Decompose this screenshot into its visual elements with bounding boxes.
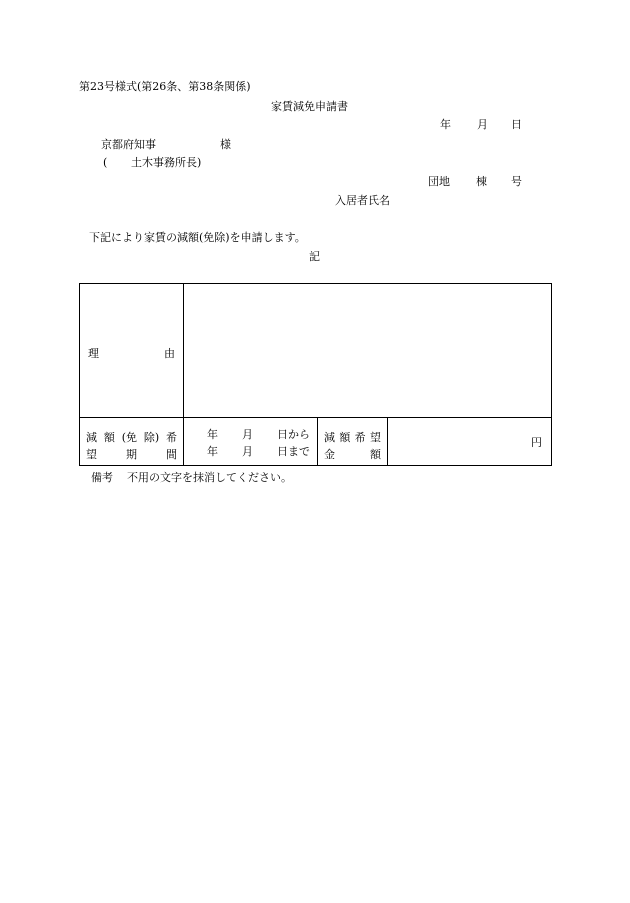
ki-heading: 記 <box>309 250 320 263</box>
reduction-period-label-line1 <box>86 429 177 445</box>
period-from-day: 日から <box>277 428 310 441</box>
document-title: 家賃減免申請書 <box>271 100 348 113</box>
table-border-left <box>79 283 80 466</box>
date-day-label: 日 <box>511 118 522 131</box>
period-label-char: 希 <box>165 431 177 444</box>
reason-field[interactable] <box>184 284 551 417</box>
amount-label-char: 望 <box>369 431 381 444</box>
reason-label <box>88 345 175 361</box>
form-number: 第23号様式(第26条、第38条関係) <box>79 80 251 93</box>
period-label-char: 除) <box>143 431 160 444</box>
amount-label-char: 金 <box>324 448 335 461</box>
period-field[interactable] <box>184 418 317 465</box>
amount-label-line1 <box>324 429 381 445</box>
reduction-period-label-line2 <box>86 446 177 462</box>
period-from-month: 月 <box>242 428 253 441</box>
amount-unit: 円 <box>531 436 542 449</box>
remarks-label: 備考 <box>91 471 113 484</box>
amount-label-char: 希 <box>354 431 366 444</box>
table-border-right <box>551 283 552 466</box>
period-from-year: 年 <box>207 428 218 441</box>
addressee-governor: 京都府知事 <box>101 138 156 151</box>
period-to-year: 年 <box>207 445 218 458</box>
period-label-char: 望 <box>86 448 97 461</box>
application-statement: 下記により家賃の減額(免除)を申請します。 <box>89 231 306 244</box>
amount-label-line2 <box>324 446 381 462</box>
applicant-danchi-label: 団地 <box>428 175 450 188</box>
addressee-honorific: 様 <box>220 138 231 151</box>
amount-field[interactable] <box>388 418 551 465</box>
application-table <box>79 283 552 466</box>
amount-label-char: 額 <box>370 448 381 461</box>
period-label-char: (免 <box>121 431 137 444</box>
period-label-char: 減 <box>86 431 97 444</box>
applicant-gou-label: 号 <box>511 175 522 188</box>
period-to-month: 月 <box>242 445 253 458</box>
period-label-char: 間 <box>166 448 177 461</box>
remarks-text: 不用の文字を抹消してください。 <box>127 471 292 484</box>
applicant-name-label: 入居者氏名 <box>335 194 390 207</box>
date-month-label: 月 <box>477 118 488 131</box>
amount-label-char: 額 <box>339 431 351 444</box>
period-label-char: 期 <box>126 448 137 461</box>
reason-label-char: 由 <box>164 347 175 360</box>
period-label-char: 額 <box>103 431 115 444</box>
applicant-tou-label: 棟 <box>476 175 487 188</box>
addressee-paren-open: ( <box>103 156 108 169</box>
period-to-day: 日まで <box>277 445 310 458</box>
date-year-label: 年 <box>440 118 451 131</box>
amount-label-char: 減 <box>324 431 335 444</box>
table-divider-period <box>317 417 318 466</box>
table-border-bottom <box>79 465 552 466</box>
addressee-office: 土木事務所長) <box>131 156 202 169</box>
reason-label-char: 理 <box>88 347 99 360</box>
